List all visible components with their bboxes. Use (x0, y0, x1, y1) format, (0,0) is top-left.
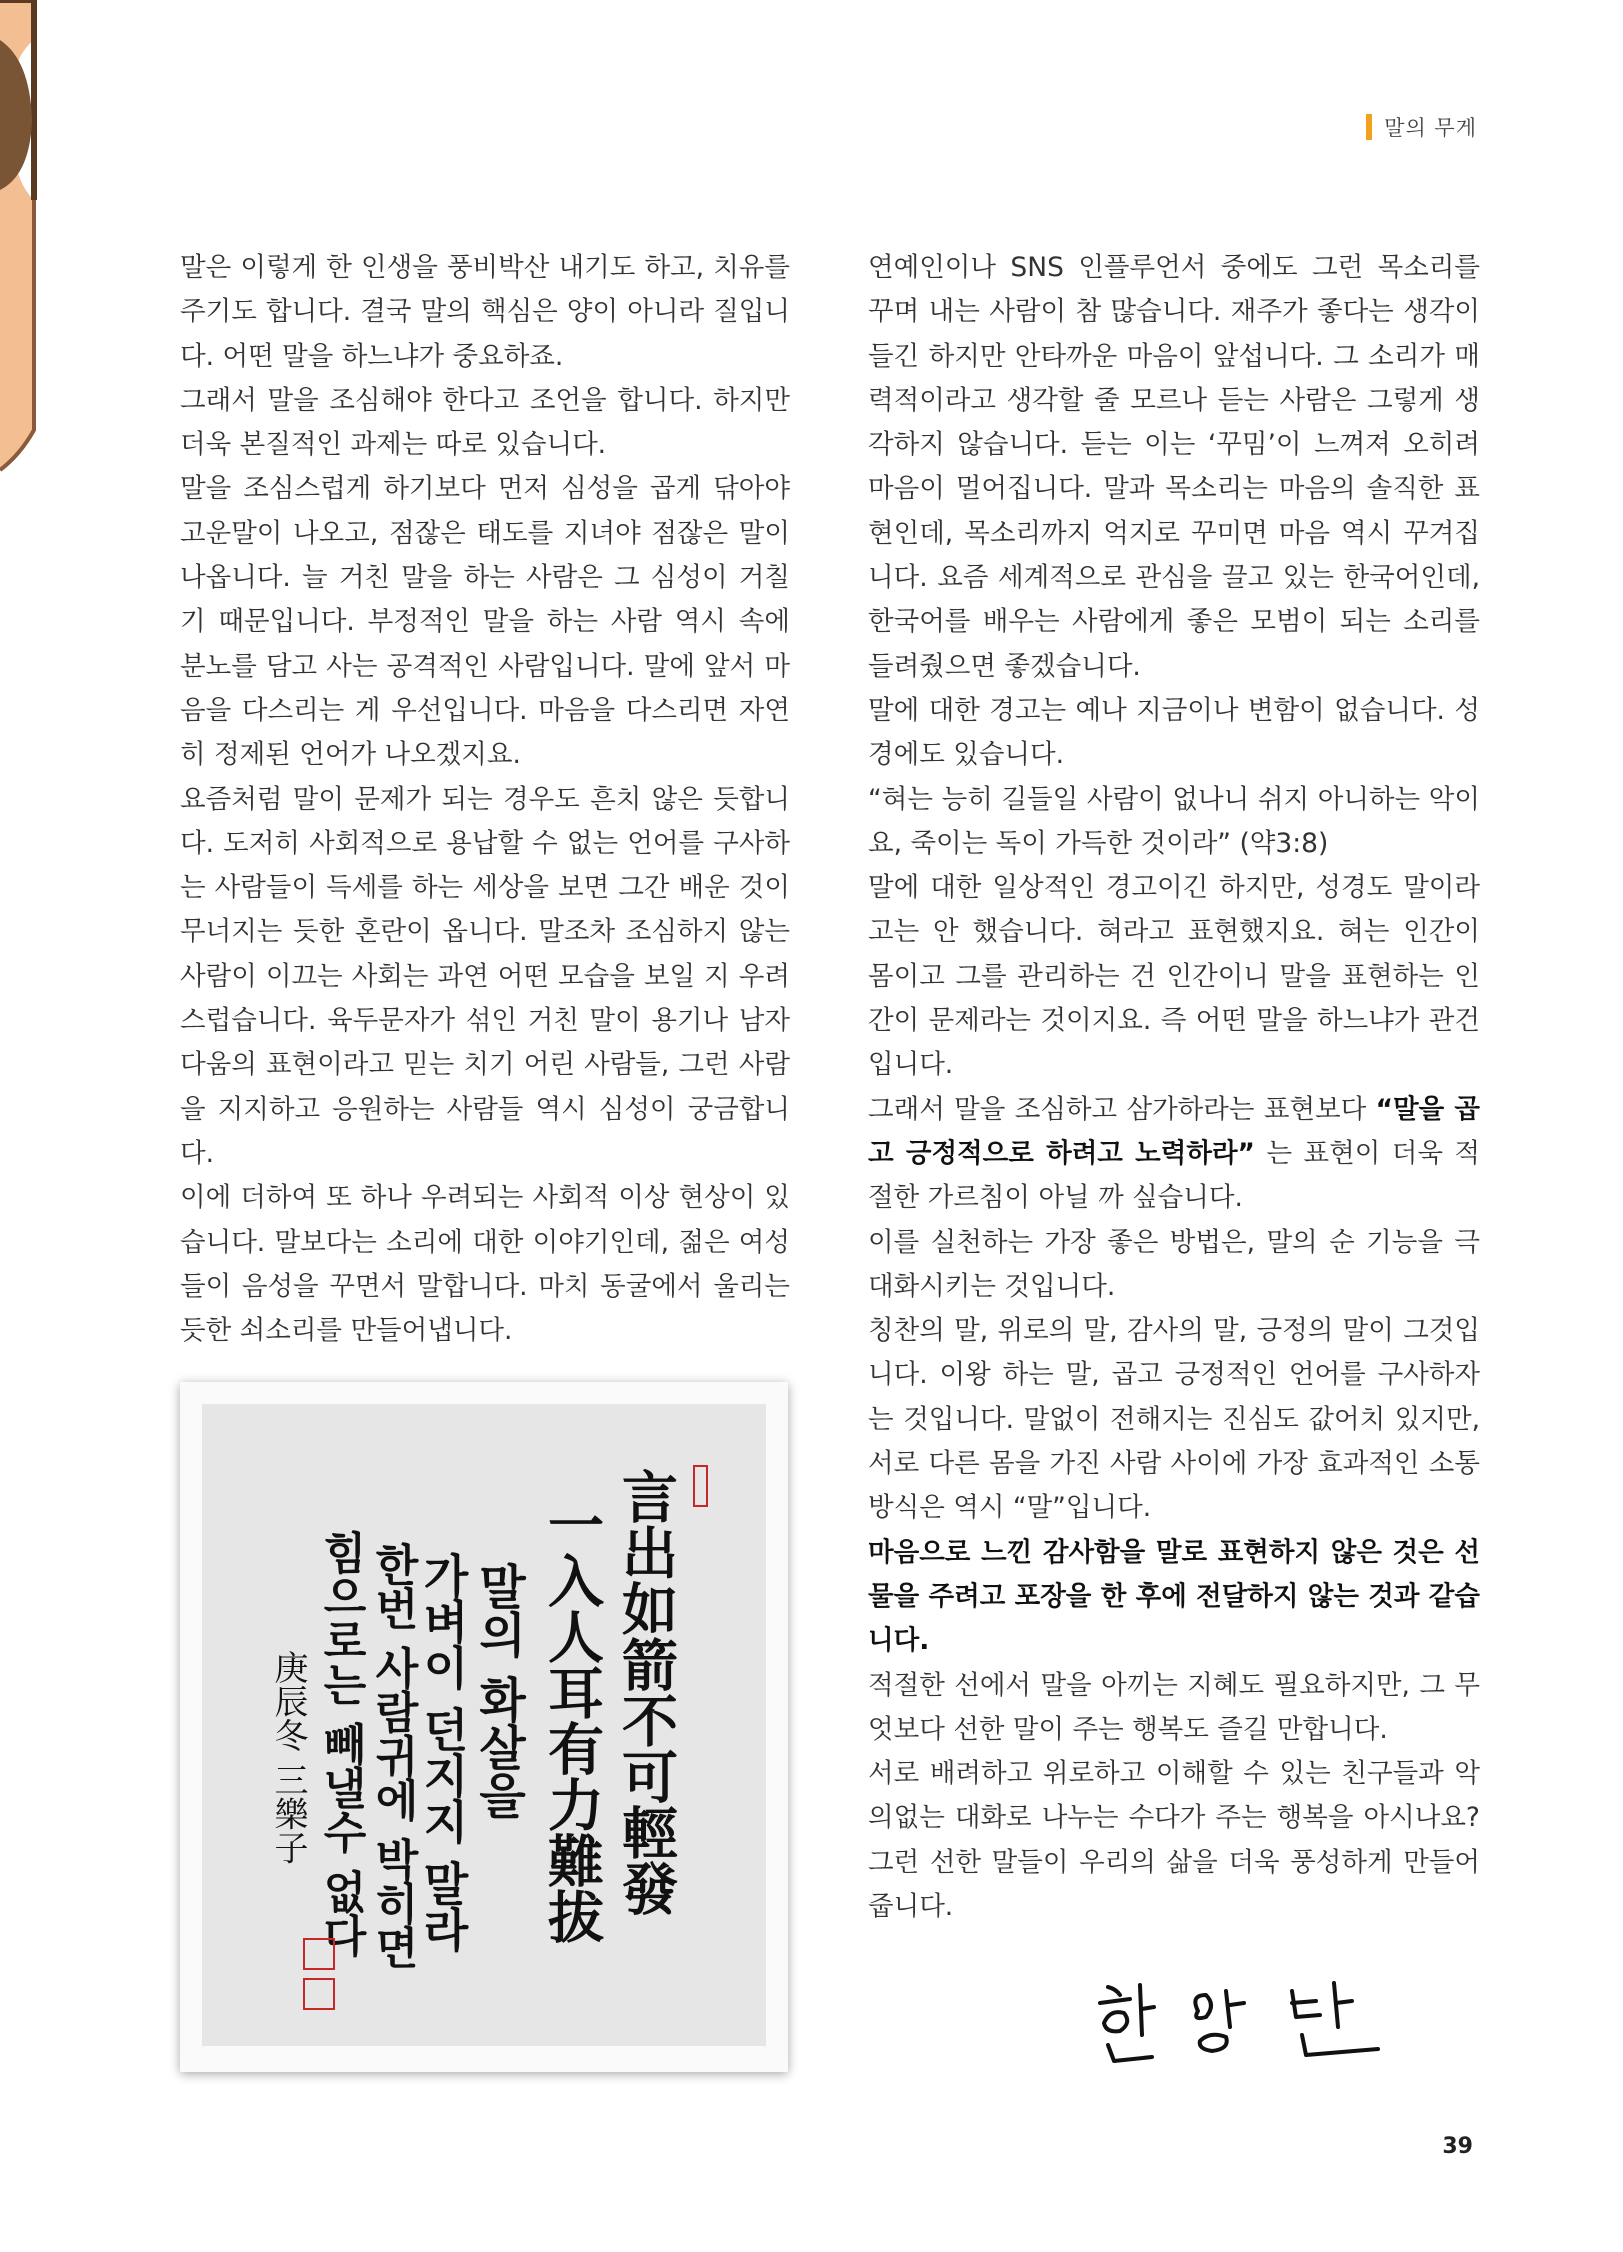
calligraphy-column: 말의 화살을 (470, 1562, 526, 1819)
author-signature (1080, 1965, 1420, 2065)
calligraphy-column: 한번 사람귀에 박히면 (367, 1542, 418, 1969)
left-column (180, 246, 790, 1353)
paragraph: 이를 실천하는 가장 좋은 방법은, 말의 순 기능을 극대화시키는 것입니다. (868, 1226, 1480, 1302)
calligraphy-paper (202, 1404, 766, 2046)
calligraphy-column: 힘으로는 빼낼수 없다 (315, 1530, 366, 1957)
seal-stamp (303, 1938, 335, 1970)
paragraph: 말에 대한 일상적인 경고이긴 하지만, 성경도 말이라고는 안 했습니다. 혀라고 표현했지요. 혀는 인간이 몸이고 그를 관리하는 건 인간이니 말을 표현하는 인간이 문제라는 것이지요. 즉 어떤 말을 하느냐가 관건입니다. (868, 872, 1480, 1081)
paragraph-text: 그래서 말을 조심하고 삼가하라는 표현보다 (868, 1093, 1376, 1125)
page-number: 39 (1442, 2134, 1473, 2159)
paragraph: 칭찬의 말, 위로의 말, 감사의 말, 긍정의 말이 그것입니다. 이왕 하는 말, 곱고 긍정적인 언어를 구사하자는 것입니다. 말없이 전해지는 진심도 값어치 있지만, 서로 다른 몸을 가진 사람 사이에 가장 효과적인 소통방식은 역시 “말”입니다. (868, 1315, 1480, 1524)
scripture-quote: “혀는 능히 길들일 사람이 없나니 쉬지 아니하는 악이요, 죽이는 독이 가득한 것이라” (약3:8) (868, 783, 1480, 859)
paragraph-text: 는 표현이 더욱 적절한 가르침이 아닐 까 싶습니다. (868, 1137, 1480, 1214)
paragraph: 말은 이렇게 한 인생을 풍비박산 내기도 하고, 치유를 주기도 합니다. 결국 말의 핵심은 양이 아니라 질입니다. 어떤 말을 하느냐가 중요하죠. (180, 252, 790, 372)
paragraph: 그래서 말을 조심해야 한다고 조언을 합니다. 하지만 더욱 본질적인 과제는 따로 있습니다. (180, 384, 790, 461)
running-header (1366, 112, 1477, 142)
paragraph: 말에 대한 경고는 예나 지금이나 변함이 없습니다. 성경에도 있습니다. (868, 694, 1480, 771)
paragraph: 서로 배려하고 위로하고 이해할 수 있는 친구들과 악의없는 대화로 나누는 수다가 주는 행복을 아시나요? 그런 선한 말들이 우리의 삶을 더욱 풍성하게 만들어 줍니다. (868, 1758, 1480, 1922)
header-accent-bar (1366, 114, 1372, 140)
paragraph: 연예인이나 SNS 인플루언서 중에도 그런 목소리를 꾸며 내는 사람이 참 많습니다. 재주가 좋다는 생각이 들긴 하지만 안타까운 마음이 앞섭니다. 그 소리가 매력적이라고 생각할 줄 모르나 듣는 사람은 그렇게 생각하지 않습니다. 듣는 이는 ‘꾸밈’이 느껴져 오히려 마음이 멀어집니다. 말과 목소리는 마음의 솔직한 표현인데, 목소리까지 억지로 꾸미면 마음 역시 꾸겨집니다. 요즘 세계적으로 관심을 끌고 있는 한국어인데, 한국어를 배우는 사람에게 좋은 모범이 되는 소리를 들려줬으면 좋겠습니다. (868, 252, 1480, 682)
calligraphy-column: 가벼이 던지지 말라 (416, 1552, 470, 1953)
calligraphy-image (180, 1382, 788, 2072)
header-title: 말의 무게 (1384, 116, 1477, 140)
calligraphy-signature: 庚辰冬 三樂子 (268, 1650, 308, 1865)
paragraph: 적절한 선에서 말을 아끼는 지혜도 필요하지만, 그 무엇보다 선한 말이 주는 행복도 즐길 만합니다. (868, 1669, 1480, 1745)
paragraph: 말을 조심스럽게 하기보다 먼저 심성을 곱게 닦아야 고운말이 나오고, 점잖은 태도를 지녀야 점잖은 말이 나옵니다. 늘 거친 말을 하는 사람은 그 심성이 거칠기 때문입니다. 부정적인 말을 하는 사람 역시 속에 분노를 담고 사는 공격적인 사람입니다. 말에 앞서 마음을 다스리는 게 우선입니다. 마음을 다스리면 자연히 정제된 언어가 나오겠지요. (180, 473, 790, 771)
paragraph: 요즘처럼 말이 문제가 되는 경우도 흔치 않은 듯합니다. 도저히 사회적으로 용납할 수 없는 언어를 구사하는 사람들이 득세를 하는 세상을 보면 그간 배운 것이 무너지는 듯한 혼란이 옵니다. 말조차 조심하지 않는 사람이 이끄는 사회는 과연 어떤 모습을 보일 지 우려스럽습니다. 육두문자가 섞인 거친 말이 용기나 남자다움의 표현이라고 믿는 치기 어린 사람들, 그런 사람을 지지하고 응원하는 사람들 역시 심성이 궁금합니다. (180, 783, 790, 1169)
seal-stamp (303, 1978, 335, 2010)
calligraphy-column: 一入人耳有力難拔 (539, 1496, 605, 1944)
paragraph (868, 1088, 1480, 1221)
right-column (868, 246, 1480, 1929)
seal-stamp (693, 1465, 708, 1507)
calligraphy-column: 言出如箭不可輕發 (613, 1468, 679, 1916)
paragraph: 이에 더하여 또 하나 우려되는 사회적 이상 현상이 있습니다. 말보다는 소리에 대한 이야기인데, 젊은 여성들이 음성을 꾸면서 말합니다. 마치 동굴에서 울리는 듯한 쇠소리를 만들어냅니다. (180, 1182, 790, 1347)
bold-paragraph: 마음으로 느낀 감사함을 말로 표현하지 않은 것은 선물을 주려고 포장을 한 후에 전달하지 않는 것과 같습니다. (868, 1536, 1480, 1657)
corner-illustration (0, 0, 60, 480)
emphasis-quote: “말을 곱고 긍정적으로 하려고 노력하라” (868, 1093, 1480, 1169)
